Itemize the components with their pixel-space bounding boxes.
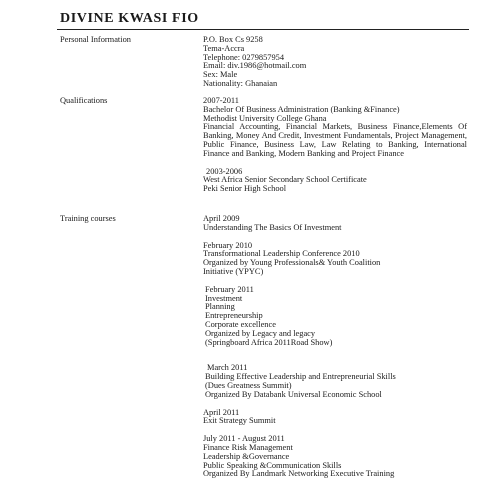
training-courses-label: Training courses [60,214,116,223]
course-line: Exit Strategy Summit [203,416,276,426]
course-line: Organized By Databank Universal Economic School [205,389,382,399]
sex-line: Sex: Male [203,70,238,80]
course-date: April 2009 [203,214,240,223]
qualifications-details [203,97,467,194]
course-date: February 2010 [203,240,253,250]
course-entry [203,409,467,427]
course-entry [203,364,467,399]
secondary-school: Peki Senior High School [203,184,287,194]
course-date: July 2011 - August 2011 [203,434,285,444]
course-line: (Dues Greatness Summit) [205,380,292,390]
city-line: Tema-Accra [203,43,245,53]
course-line: Understanding The Basics Of Investment [203,222,342,232]
course-entry [203,286,467,348]
qualifications-label: Qualifications [60,96,108,105]
course-date: March 2011 [207,363,248,373]
degree-entry [203,97,467,159]
secondary-years: 2003-2006 [206,166,243,176]
course-entry [203,435,467,479]
course-line: (Springboard Africa 2011Road Show) [205,337,333,347]
nationality-line: Nationality: Ghanaian [203,78,278,88]
course-line: Leadership &Governance [203,451,290,461]
course-line: Public Speaking &Communication Skills [203,460,342,470]
course-line: Investment [205,293,243,303]
course-date: February 2011 [205,284,254,294]
course-line: Planning [205,302,235,312]
course-line: Entrepreneurship [205,311,263,321]
degree-title: Bachelor Of Business Administration (Banking &Finance) [203,104,400,114]
training-courses-list [203,215,467,479]
email-line: Email: div.1986@hotmail.com [203,61,307,71]
po-box-line: P.O. Box Cs 9258 [203,35,263,44]
course-line: Organized By Landmark Networking Executive Training [203,469,395,479]
secondary-title: West Africa Senior Secondary School Certificate [203,175,367,185]
course-line: Building Effective Leadership and Entrepreneurial Skills [205,372,396,382]
course-line: Transformational Leadership Conference 2010 [203,249,360,259]
course-line: Corporate excellence [205,319,276,329]
personal-information-label: Personal Information [60,35,131,44]
course-line: Organized by Legacy and legacy [205,328,316,338]
telephone-line: Telephone: 0279857954 [203,52,285,62]
course-entry [203,215,467,233]
course-line: Initiative (YPYC) [203,266,264,276]
course-line: Organized by Young Professionals& Youth Coalition [203,258,381,268]
header-divider [57,29,469,30]
secondary-entry [203,168,467,194]
course-entry [203,242,467,277]
personal-information-details [203,36,467,89]
degree-subjects: Financial Accounting, Financial Markets, Business Finance,Elements Of Banking, Money And Credit, Investment Fundamentals, Project Management, Public Finance, Business Law, Law Relating to Banking, International Finance and Banking, Modern Banking and Project Finance [203,122,467,158]
candidate-name: DIVINE KWASI FIO [60,11,199,26]
degree-school: Methodist University College Ghana [203,113,327,123]
degree-years: 2007-2011 [203,96,239,105]
course-line: Finance Risk Management [203,442,293,452]
course-date: April 2011 [203,407,240,417]
